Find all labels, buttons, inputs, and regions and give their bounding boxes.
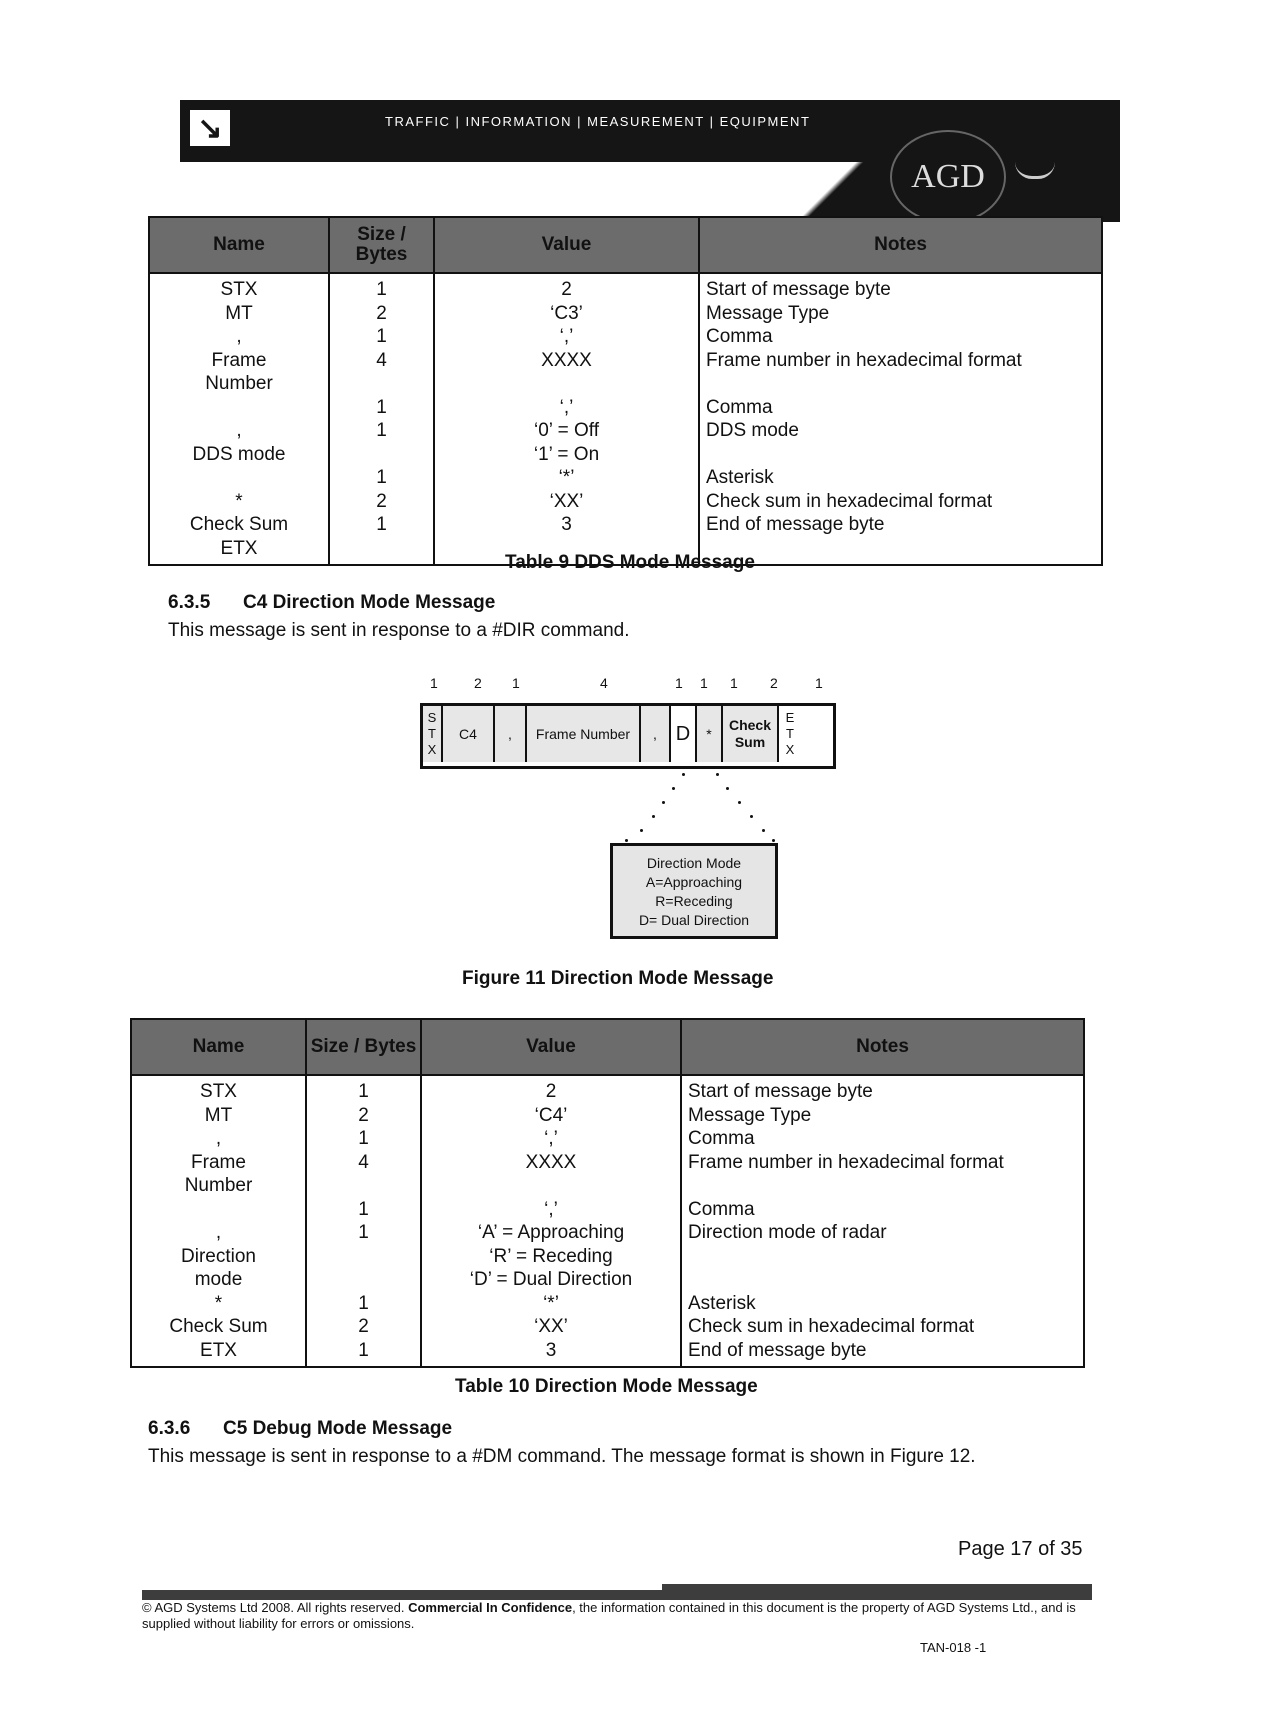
- section-635-text: This message is sent in response to a #DIR command.: [168, 620, 630, 641]
- copyright-notice: © AGD Systems Ltd 2008. All rights reserved. Commercial In Confidence, the information contained in this document is the property of AGD Systems Ltd., and is supplied without liability for errors or omissions.: [142, 1600, 1102, 1632]
- table-row: [131, 1075, 1084, 1367]
- page-number: Page 17 of 35: [958, 1538, 1083, 1560]
- size-column: 1 2 1 4 1 1 1 2 1: [306, 1075, 421, 1367]
- name-column: STX MT , Frame Number , DDS mode * Check Sum ETX: [149, 273, 329, 565]
- stx-cell: S T X: [423, 706, 443, 762]
- name-column: STX MT , Frame Number , Direction mode * Check Sum ETX: [131, 1075, 306, 1367]
- mt-cell: C4: [443, 706, 495, 762]
- checksum-cell: Check Sum: [723, 706, 779, 762]
- dds-mode-table: [148, 216, 1103, 566]
- arrow-logo-icon: ↘: [190, 110, 230, 146]
- col-header-value: Value: [434, 217, 699, 273]
- table9-caption: Table 9 DDS Mode Message: [505, 552, 755, 573]
- comma-cell: ,: [641, 706, 671, 762]
- col-header-name: Name: [149, 217, 329, 273]
- swoosh-icon: [1015, 162, 1055, 179]
- frame-number-cell: Frame Number: [527, 706, 641, 762]
- notes-column: Start of message byte Message Type Comma Frame number in hexadecimal format Comma Direction mode of radar Asterisk Check sum in hexadecimal format End of message byte: [681, 1075, 1084, 1367]
- direction-mode-box: Direction Mode A=Approaching R=Receding D= Dual Direction: [610, 843, 778, 939]
- table10-caption: Table 10 Direction Mode Message: [455, 1376, 758, 1397]
- etx-cell: E T X: [779, 706, 801, 762]
- comma-cell: ,: [495, 706, 527, 762]
- agd-logo: AGD: [890, 130, 1006, 222]
- size-column: 1 2 1 4 1 1 1 2 1: [329, 273, 434, 565]
- section-heading-636: 6.3.6 C5 Debug Mode Message: [148, 1418, 453, 1439]
- col-header-size: Size / Bytes: [306, 1019, 421, 1075]
- page-header: [180, 100, 1120, 222]
- figure11-caption: Figure 11 Direction Mode Message: [462, 968, 774, 989]
- section-heading-635: 6.3.5 C4 Direction Mode Message: [168, 592, 496, 613]
- col-header-notes: Notes: [699, 217, 1102, 273]
- section-636-text: This message is sent in response to a #DM command. The message format is shown in Figure 12.: [148, 1446, 976, 1467]
- value-column: 2 ‘C4’ ‘,’ XXXX ‘,’ ‘A’ = Approaching ‘R’ = Receding ‘D’ = Dual Direction ‘*’ ‘XX’ 3: [421, 1075, 681, 1367]
- header-tagline: TRAFFIC | INFORMATION | MEASUREMENT | EQUIPMENT: [385, 114, 811, 129]
- value-column: 2 ‘C3’ ‘,’ XXXX ‘,’ ‘0’ = Off ‘1’ = On ‘*’ ‘XX’ 3: [434, 273, 699, 565]
- table-row: [149, 273, 1102, 565]
- document-reference: TAN-018 -1: [920, 1640, 987, 1655]
- direction-mode-diagram: 1 2 1 4 1 1 1 2 1 S T X C4 , Frame Number , D * Check Sum E T X Direction Mode A=Approaching R=Receding D= Dual Direction: [420, 675, 840, 955]
- direction-cell: D: [671, 706, 697, 762]
- col-header-name: Name: [131, 1019, 306, 1075]
- col-header-value: Value: [421, 1019, 681, 1075]
- message-frame: [420, 703, 836, 769]
- asterisk-cell: *: [697, 706, 723, 762]
- col-header-notes: Notes: [681, 1019, 1084, 1075]
- direction-mode-table: [130, 1018, 1085, 1368]
- col-header-size: Size / Bytes: [329, 217, 434, 273]
- notes-column: Start of message byte Message Type Comma Frame number in hexadecimal format Comma DDS mode Asterisk Check sum in hexadecimal format End of message byte: [699, 273, 1102, 565]
